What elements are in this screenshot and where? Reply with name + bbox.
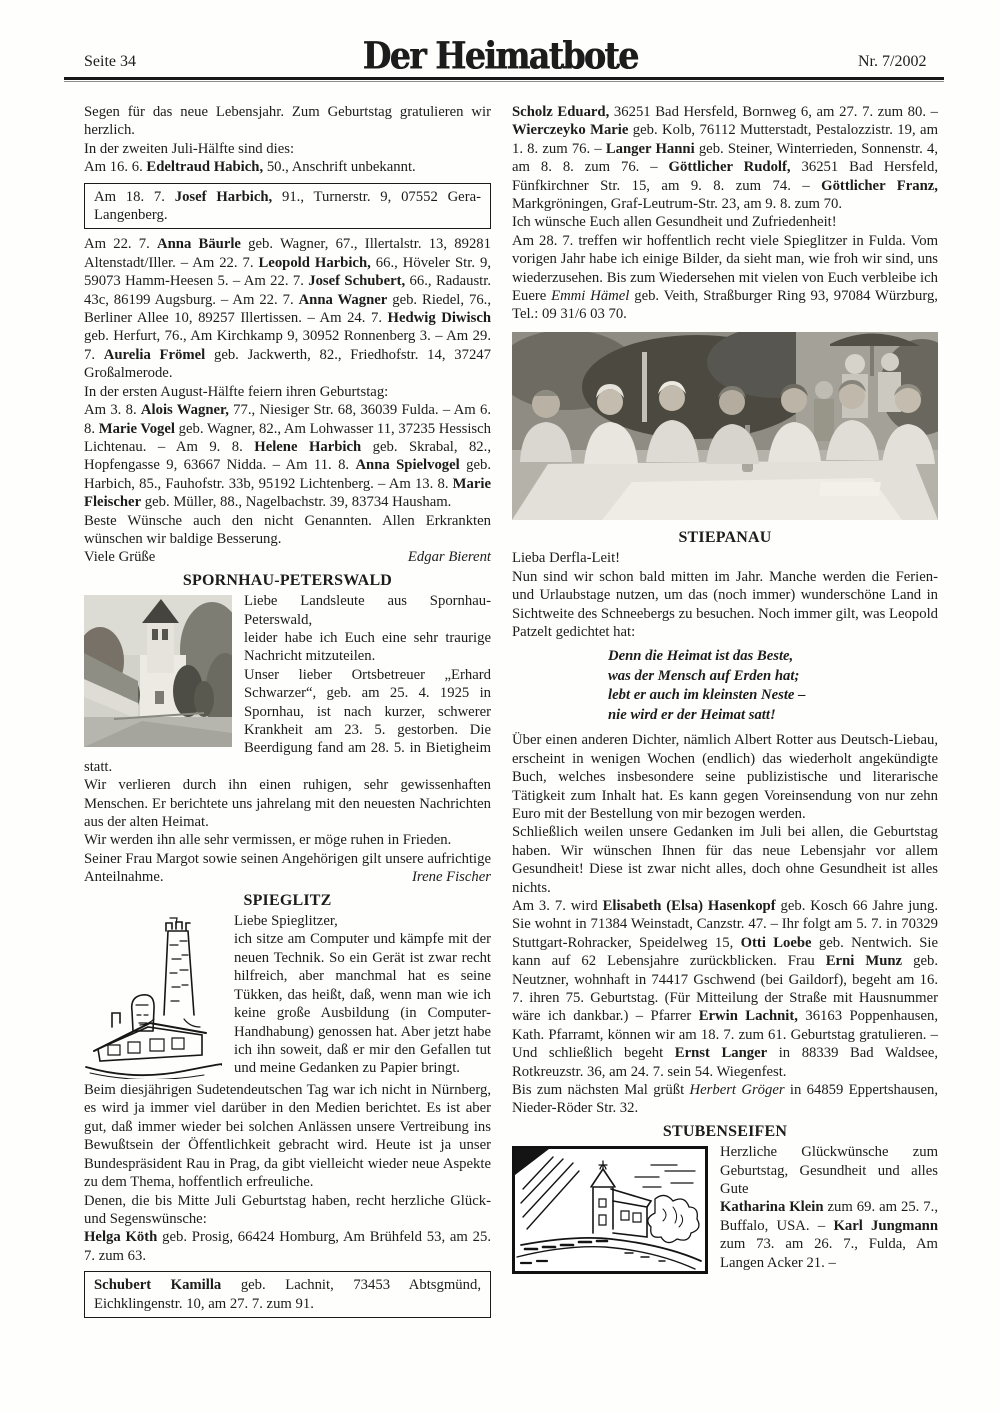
author-signature: Edgar Bierent [407, 549, 491, 566]
paragraph: Beim diesjährigen Sudetendeutschen Tag war ich nicht in Nürnberg, es wird ja immer viel darüber in den Medien berichtet. Es ist aber gut, daß immer wieder bei solchen Anlässen unsere Vertreibung ins Bewußtsein der Öffentlichkeit gebracht wird. Heute ist ja unser Bundespräsident Rau in Prag, da gibt vielleicht wieder neue Aspekte zu dem Thema, hoffentlich erfreuliche. [84, 1082, 491, 1191]
issue-number: Nr. 7/2002 [858, 53, 927, 70]
paragraph: Nun sind wir schon bald mitten im Jahr. Manche werden die Ferien- und Urlaubstage nutzen, um das (noch immer) wunderschöne Land in Sichtweite des Schneebergs zu besuchen. Noch immer gilt, was Leopold Patzelt gedichtet hat: [512, 568, 938, 640]
poem-line: nie wird er der Heimat satt! [608, 706, 776, 723]
paragraph: Am 3. 7. wird Elisabeth (Elsa) Hasenkopf geb. Kosch 66 Jahre jung. Sie wohnt in 71384 Weinstadt, Canzstr. 47. – Ihr folgt am 5. 7. in 70329 Stuttgart-Rohracker, Speidelweg 15, Otti Loebe geb. Nentwich. Sie kann auf 62 Lebensjahre zurückblicken. Frau Erni Munz geb. Neutzner, wohnhaft in 74417 Gschwend (bei Gaildorf), begeht am 16. 7. ihren 75. Geburtstag. (Für Mitteilung der Straße mit Hausnummer wäre ich dankbar.) – Pfarrer Erwin Lachnit, 36163 Poppenhausen, Kath. Pfarramt, können wir am 18. 7. zum 61. Geburtstag gratulieren. – Und schließlich begeht Ernst Langer in 88339 Bad Waldsee, Rotkreuzstr. 36, am 24. 7. sein 54. Wiegenfest. [512, 897, 939, 1080]
right-column [512, 103, 938, 1276]
paragraph: Katharina Klein zum 69. am 25. 7., Buffalo, USA. – Karl Jungmann zum 73. am 26. 7., Fulda, Am Langen Acker 21. – [720, 1199, 938, 1271]
paragraph: In der zweiten Juli-Hälfte sind dies: [84, 140, 295, 157]
paragraph: Schubert Kamilla geb. Lachnit, 73453 Abtsgmünd, Eichklingenstr. 10, am 27. 7. zum 91. [94, 1277, 481, 1312]
paragraph: Liebe Spieglitzer, [234, 913, 338, 930]
spieglitz-article [84, 912, 491, 1318]
paragraph: Schließlich weilen unsere Gedanken im Juli bei allen, die Geburtstag haben. Wir wünschen Ihnen für das neue Lebensjahr vor allem Gesundheit! Diese ist zwar nicht alles, doch ohne Gesundheit ist alles nichts. [512, 824, 938, 896]
section-heading-spieglitz: SPIEGLITZ [243, 891, 332, 909]
poem-line: was der Mensch auf Erden hat; [608, 667, 800, 684]
boxed-birthday-entry [84, 1271, 491, 1318]
paragraph: Wir werden ihn alle sehr vermissen, er möge ruhen in Frieden. [84, 832, 452, 849]
paragraph: Helga Köth geb. Prosig, 66424 Homburg, Am Brühfeld 53, am 25. 7. zum 63. [84, 1229, 491, 1264]
masthead-title: Der Heimatbote [362, 33, 638, 78]
greeting-text: Viele Grüße [84, 549, 156, 566]
paragraph: Bis zum nächsten Mal grüßt Herbert Gröger in 64859 Eppertshausen, Nieder-Röder Str. 32. [512, 1082, 938, 1117]
section-heading-stiepanau: STIEPANAU [678, 528, 772, 546]
paragraph: Über einen anderen Dichter, nämlich Albert Rotter aus Deutsch-Liebau, erscheint in wenigen Wochen (endlich) das wiederholt angekündigte Buch, welches insbesondere seine publizistische und literarische Tätigkeit zum Inhalt hat. Es kann gegen Voreinsendung von nur zehn Euro mit der Bestellung von mir bezogen werden. [512, 732, 938, 822]
paragraph: Wir verlieren durch ihn einen ruhigen, sehr gewissenhaften Menschen. Er berichtete uns jahrelang mit den neuesten Nachrichten aus der alten Heimat. [84, 777, 491, 831]
paragraph: Scholz Eduard, 36251 Bad Hersfeld, Bornweg 6, am 27. 7. zum 80. – Wierczeyko Marie geb. Kolb, 76112 Mutterstadt, Pestalozzistr. 19, am 1. 8. zum 76. – Langer Hanni geb. Steiner, Winterrieden, Sonnenstr. 4, am 8. 8. zum 76. – Göttlicher Rudolf, 36251 Bad Hersfeld, Fünfkirchner Str. 15, am 9. 8. zum 74. – Göttlicher Franz, Markgröningen, Graf-Leutrum-Str. 23, am 9. 8. zum 70. [512, 104, 938, 213]
section-heading-stubenseifen: STUBENSEIFEN [662, 1122, 788, 1140]
paragraph [84, 850, 491, 887]
paragraph: Lieba Derfla-Leit! [512, 550, 621, 567]
poem-line: Denn die Heimat ist das Beste, [608, 648, 794, 665]
paragraph: Denen, die bis Mitte Juli Geburtstag haben, recht herzliche Glück- und Segenswünsche: [84, 1192, 491, 1227]
poem-line: lebt er auch im kleinsten Neste – [608, 687, 806, 704]
paragraph: Am 3. 8. Alois Wagner, 77., Niesiger Str. 68, 36039 Fulda. – Am 6. 8. Marie Vogel geb. Wagner, 82., Am Lohwasser 11, 37235 Hessisch Lichtenau. – Am 9. 8. Helene Harbich geb. Skrabal, 82., Hopfengasse 9, 63667 Nidda. – Am 11. 8. Anna Spielvogel geb. Harbich, 85., Fauhofstr. 33b, 95192 Lichtenberg. – Am 13. 8. Marie Fleischer geb. Müller, 88., Nagelbachstr. 39, 83734 Hausham. [84, 402, 492, 511]
spieglitz-meeting-group-photo [512, 332, 938, 520]
paragraph: Liebe Landsleute aus Spornhau-Peterswald, [244, 593, 491, 628]
paragraph-text: Seiner Frau Margot sowie seinen Angehörigen gilt unsere aufrichtige Anteilnahme. [84, 850, 491, 886]
header-rule [64, 77, 944, 82]
paragraph: Am 22. 7. Anna Bäurle geb. Wagner, 67., Illertalstr. 13, 89281 Altenstadt/Iller. – Am 22. 7. Leopold Harbich, 66., Höveler Str. 9, 59073 Hamm-Heesen 5. – Am 22. 7. Josef Schubert, 66., Radaustr. 43c, 86199 Augsburg. – Am 22. 7. Anna Wagner geb. Riedel, 76., Berliner Allee 10, 89257 Illertissen. – Am 24. 7. Hedwig Diwisch geb. Herfurt, 76., Am Kirchkamp 9, 30952 Ronnenberg 3. – Am 29. 7. Aurelia Frömel geb. Jackwerth, 82., Friedhofstr. 14, 37247 Großalmerode. [84, 236, 492, 382]
section-heading-spornhau: SPORNHAU-PETERSWALD [182, 571, 393, 589]
author-signature: Irene Fischer [412, 869, 491, 886]
paragraph: Ich wünsche Euch allen Gesundheit und Zufriedenheit! [512, 214, 837, 231]
spornhau-article [84, 592, 491, 887]
paragraph: Beste Wünsche auch den nicht Genannten. Allen Erkrankten wünschen wir baldige Besserung. [84, 512, 491, 547]
spornhau-church-photo [84, 595, 232, 747]
left-column [84, 103, 491, 1324]
paragraph: Am 16. 6. Edeltraud Habich, 50., Anschrift unbekannt. [84, 159, 416, 176]
stubenseifen-village-drawing [512, 1146, 708, 1274]
paragraph: leider habe ich Euch eine sehr traurige Nachricht mitzuteilen. [244, 629, 491, 665]
paragraph: ich sitze am Computer und kämpfe mit der neuen Technik. So ein Gerät ist zwar recht hilfreich, aber manchmal hat es seine Tükken, das heißt, daß, wenn man wie ich keine große Ausbildung (in Computer-Handhabung) genossen hat. Aber jetzt habe ich ihn soweit, daß er mir den Gefallen tut und meine Gedanken zu Papier bringt. [234, 931, 491, 1077]
signature-row [84, 548, 491, 566]
paragraph: Herzliche Glückwünsche zum Geburtstag, Gesundheit und alles Gute [720, 1144, 938, 1198]
paragraph: Am 18. 7. Josef Harbich, 91., Turnerstr. 9, 07552 Gera-Langenberg. [94, 188, 482, 224]
boxed-birthday-entry [84, 183, 491, 230]
page-number: Seite 34 [84, 53, 136, 70]
paragraph: Am 28. 7. treffen wir hoffentlich recht viele Spieglitzer in Fulda. Vom vorigen Jahr habe ich einige Bilder, da sieht man, wie froh wir sind, uns wiederzusehen. Bis zum Wiedersehen mit vielen von Euch verbleibe ich Euere Emmi Hämel geb. Veith, Straßburger Ring 93, 97084 Würzburg, Tel.: 09 31/6 03 70. [512, 232, 938, 323]
stubenseifen-article [512, 1143, 938, 1272]
spieglitz-tower-drawing [84, 915, 222, 1079]
poem-block [608, 647, 938, 725]
paragraph: Unser lieber Ortsbetreuer „Erhard Schwarzer“, geb. am 25. 4. 1925 in Spornhau, ist nach kurzer, schwerer Krankheit am 23. 5. gestorben. Die Beerdigung fand am 28. 5. in Bietigheim statt. [84, 666, 491, 775]
paragraph: Segen für das neue Lebensjahr. Zum Geburtstag gratulieren wir herzlich. [84, 104, 491, 139]
paragraph: In der ersten August-Hälfte feiern ihren Geburtstag: [84, 383, 389, 400]
